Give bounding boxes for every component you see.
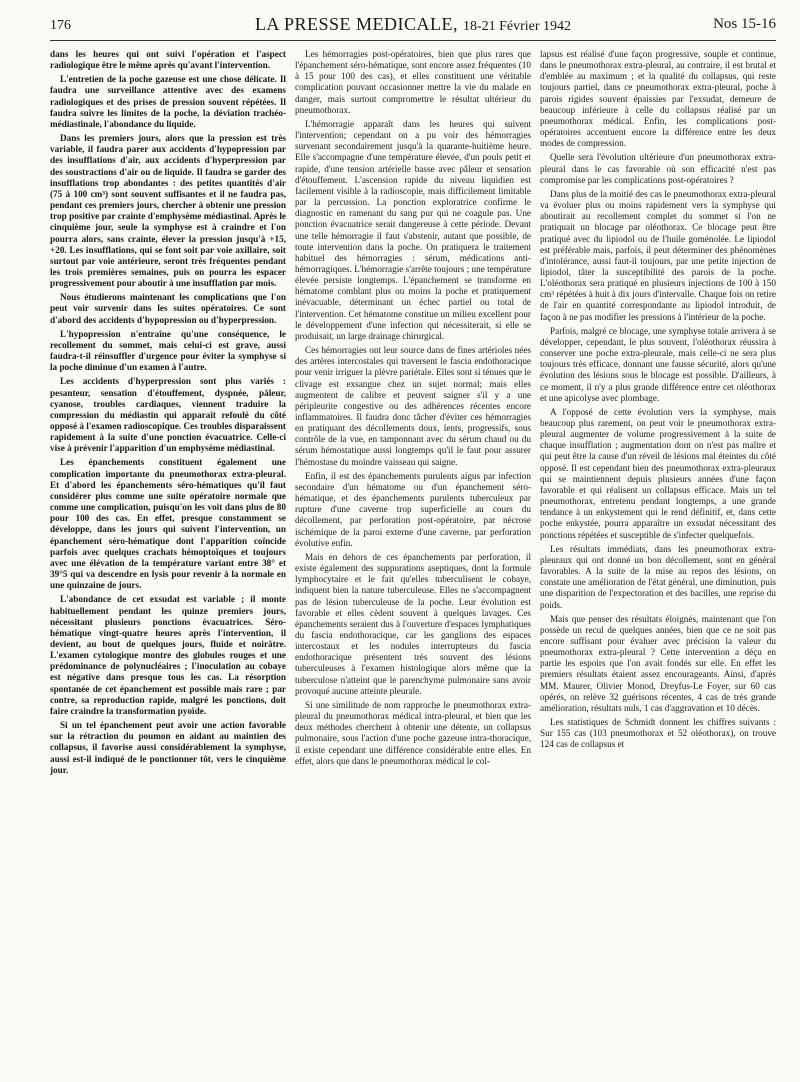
paragraph: Quelle sera l'évolution ultérieure d'un pneumothorax extra-pleural dans le cas favorable où son efficacité n'est pas compromise par les complications post-opératoires ? — [540, 152, 776, 185]
column-2 — [295, 49, 531, 779]
paragraph: A l'opposé de cette évolution vers la symphyse, mais beaucoup plus rarement, on peut voir le pneumothorax extra-pleural augmenter de volume progressivement à la suite de chaque insufflation ; augmentation dont on n'est pas maître et qui peut être la cause d'un réveil de lésions mal éteintes du côté opposé. Il est cependant bien des pneumothorax extra-pleuraux qui se maintiennent depuis plusieurs années d'une façon favorable et qui réalisent un collapsus efficace. Mais un tel pneumothorax, entretenu pendant longtemps, a une grande tendance à un enkystement qui le rend définitif, et, dans cette poche enkystée, pourra apparaître un exsudat nécessitant des ponctions répétées et susceptible de s'infecter quelquefois. — [540, 406, 776, 540]
column-1 — [50, 49, 286, 779]
paragraph: Mais en dehors de ces épanchements par perforation, il existe également des suppurations aseptiques, dont la formule lymphocytaire et le fait qu'elles tuberculisent le cobaye, indiquent bien la nature tuberculeuse. Elles ne s'accompagnent pas de lésion tuberculeuse de la poche. Leur évolution est favorable et elles cèdent souvent à quelques lavages. Ces épanchements seraient dus à l'ouverture d'espaces lymphatiques du fascia endothoracique, car les ganglions des espaces intercostaux et les nodules interrupteurs du fascia endothoracique présentent très souvent des lésions tuberculeuses à l'examen histologique alors même que la tuberculose n'atteint que le parenchyme pulmonaire sans avoir provoqué aucune atteinte pleurale. — [295, 551, 531, 696]
paragraph: Dans plus de la moitié des cas le pneumothorax extra-pleural va évoluer plus ou moins rapidement vers la symphyse qui aboutirait au recollement complet du sommet si l'on ne pratiquait un blocage par oléothorax. Ce blocage peut être pratiqué avec du lipiodol ou de l'huile goménolée. Le lipiodol est préférable mais, parfois, il peut déterminer des phénomènes d'intolérance, aussi faut-il toujours, par une petite injection de lipiodol, tâter la susceptibilité des parois de la poche. L'oléothorax sera pratiqué en plusieurs injections de 100 à 150 cm³ répétées à huit à dix jours d'intervalle. Chaque fois on retire de l'air en quantité correspondante au lipiodol introduit, de façon à ne pas modifier les pressions à l'intérieur de la poche. — [540, 188, 776, 322]
paragraph: Nous étudierons maintenant les complications que l'on peut voir survenir dans les suites opératoires. Ce sont d'abord des accidents d'hypopression ou d'hyperpression. — [50, 292, 286, 325]
paragraph: dans les heures qui ont suivi l'opération et l'aspect radiologique être le même après qu'avant l'intervention. — [50, 49, 286, 71]
paragraph: Enfin, il est des épanchements purulents aigus par infection secondaire d'un hématome ou d'un épanchement séro-hématique, et des épanchements purulents tuberculeux par rupture d'une caverne trop superficielle au cours du décollement, par perforation post-opératoire, par nécrose ischémique de la paroi externe d'une caverne, par perforation évolutive enfin. — [295, 470, 531, 548]
issue-date: 18-21 Février 1942 — [462, 19, 572, 34]
running-header — [50, 14, 776, 41]
journal-title-line — [50, 14, 776, 35]
paragraph: Si un tel épanchement peut avoir une action favorable sur la rétraction du poumon en aidant au maintien des collapsus, il favorise aussi considérablement la symphyse, aussi est-il indiqué de le ponctionner tôt, vers le cinquième jour. — [50, 720, 286, 775]
paragraph: Les hémorragies post-opératoires, bien que plus rares que l'épanchement séro-hématique, sont encore assez fréquentes (10 à 15 pour 100 des cas), et elles constituent une véritable complication pouvant occasionner mettre la vie du malade en danger, mais surtout compromettre le résultat ultérieur du pneumothorax. — [295, 49, 531, 115]
paragraph: L'entretien de la poche gazeuse est une chose délicate. Il faudra une surveillance attentive avec des examens radiologiques et des prises de pression souvent répétées. Il faudra suivre les limites de la poche, la déviation trachéo-médiastinale, l'abondance du liquide. — [50, 74, 286, 129]
paragraph: Parfois, malgré ce blocage, une symphyse totale arrivera à se développer, cependant, le plus souvent, l'oléothorax réussira à conserver une poche extra-pleurale, mais celle-ci ne sera plus toujours très efficace, donnant une fausse sécurité, alors qu'une évolution des lésions sous le blocage est possible. D'ailleurs, à ce moment, il n'y a plus grande différence entre cet oléothorax et une apicolyse avec plombage. — [540, 325, 776, 403]
paragraph: lapsus est réalisé d'une façon progressive, souple et continue, dans le pneumothorax extra-pleural, au contraire, il est brutal et d'emblée au maximum ; et la qualité du collapsus, qui reste toujours partiel, dans ce pneumothorax extra-pleural, poche à parois rigides souvent épaissies par l'exsudat, demeure de beaucoup inférieure à celle du collapsus réalisé par un pneumothorax médical. Enfin, les complications post-opératoires accentuent encore la différence entre les deux modes de compression. — [540, 49, 776, 149]
paragraph: Les accidents d'hyperpression sont plus variés : pesanteur, sensation d'étouffement, dyspnée, pâleur, cyanose, troubles cardiaques, viennent traduire la compression du médiastin qui apparaît refoulé du côté opposé à l'examen radioscopique. Ces troubles disparaissent rapidement à la suite d'une ponction évacuatrice. Celle-ci vise à prévenir l'apparition d'un emphysème médiastinal. — [50, 376, 286, 454]
paragraph: L'abondance de cet exsudat est variable ; il monte habituellement pendant les quinze premiers jours, nécessitant plusieurs ponctions évacuatrices. Séro-hématique vingt-quatre heures après l'intervention, il devient, au bout de quelques jours, fluide et noirâtre. L'examen cytologique montre des globules rouges et une prédominance de polynucléaires ; l'inoculation au cobaye est négative dans presque tous les cas. La résorption spontanée de cet épanchement est possible mais rare ; par contre, sa reproduction rapide, malgré les ponctions, doit faire craindre la transformation pyoïde. — [50, 594, 286, 716]
text-columns — [50, 49, 776, 779]
journal-name: LA PRESSE MEDICALE, — [254, 14, 458, 34]
page-number: 176 — [50, 18, 71, 33]
paragraph: L'hémorragie apparaît dans les heures qui suivent l'intervention; cependant on a pu voir des hémorragies survenant secondairement jusqu'à la quarante-huitième heure. Elle s'accompagne d'une température élevée, d'un pouls petit et rapide, d'une tension artérielle basse avec pâleur et sensation d'étouffement. L'ascension rapide du niveau liquidien est facilement visible à la radioscopie, mais difficilement limitable par la percussion. La ponction exploratrice confirme le diagnostic en ramenant du sang pur qui ne coagule pas. Une ponction évacuatrice serait dangereuse à cette période. Devant une telle hémorragie il faut s'abstenir, autant que possible, de toute intervention dans la poche. On pratiquera le traitement habituel des hémorragies : sérum, médications anti-hémorragiques. L'hémorragie s'arrête toujours ; une température élevée persiste longtemps. L'épanchement se transforme en hématome comblant plus ou moins la poche et pratiquement inévacuable, déterminant un échec partiel ou total de l'intervention. Cet hématome constitue un milieu excellent pour le développement d'une infection qui nécessiterait, si elle se produisait, un large drainage chirurgical. — [295, 118, 531, 341]
paragraph: Dans les premiers jours, alors que la pression est très variable, il faudra parer aux accidents d'hypopression par des insufflations d'air, aux accidents d'hyperpression par des soustractions d'air ou de liquide. Il faudra se garder des insufflations trop abondantes : des petites quantités d'air (75 à 100 cm³) sont souvent suffisantes et il ne faudra pas, pendant ces premiers jours, chercher à obtenir une pression trop positive par crainte d'emphysème médiastinal. Après le cinquième jour, seule la symphyse est à craindre et l'on pourra alors, sans crainte, élever la pression jusqu'à +15, +20. Les insufflations, qui se font soit par voie axillaire, soit surtout par voie antérieure, seront très fréquentes pendant les trois premières semaines, puis on pourra les espacer progressivement pour aboutir à une insufflation par mois. — [50, 133, 286, 289]
paragraph: L'hypopression n'entraîne qu'une conséquence, le recollement du sommet, mais celui-ci est grave, aussi faudra-t-il réinsuffler d'urgence pour éviter la symphyse si la poche diminue d'un examen à l'autre. — [50, 328, 286, 373]
paragraph: Les statistiques de Schmidt donnent les chiffres suivants : Sur 155 cas (103 pneumothorax et 52 oléothorax), on trouve 124 cas de collapsus et — [540, 717, 776, 750]
paragraph: Si une similitude de nom rapproche le pneumothorax extra-pleural du pneumothorax médical intra-pleural, et bien que les deux méthodes cherchent à obtenir une détente, un collapsus pulmonaire, sous l'action d'une poche gazeuse intra-thoracique, il existe cependant une différence considérable entre elles. En effet, alors que dans le pneumothorax médical le col- — [295, 699, 531, 766]
paragraph: Les résultats immédiats, dans les pneumothorax extra-pleuraux qui ont donné un bon décollement, sont en général favorables. A la suite de la mise au repos des lésions, on constate une amélioration de l'état général, une diminution, puis une disparition de l'expectoration et des bacilles, une reprise du poids. — [540, 543, 776, 610]
column-3 — [540, 49, 776, 779]
paragraph: Mais que penser des résultats éloignés, maintenant que l'on possède un recul de quelques années, bien que ce ne soit pas encore suffisant pour évaluer avec précision la valeur du pneumothorax extra-pleural ? Cette intervention a déçu en partie les espoirs que l'on avait fondés sur elle. En effet les premiers résultats étaient assez encourageants. Ainsi, d'après MM. Maurer, Olivier Monod, Dreyfus-Le Foyer, sur 60 cas opérés, on relève 32 guérisons récentes, 4 cas de très grande amélioration, résultats nuls, 1 cas d'aggravation et 10 décès. — [540, 613, 776, 713]
issue-number: Nos 15-16 — [713, 16, 776, 32]
paragraph: Les épanchements constituent également une complication importante du pneumothorax extra-pleural. Et d'abord les épanchements séro-hématiques qu'il faut considérer plus comme une suite opératoire normale que comme une complication, puisqu'on les voit dans plus de 80 pour 100 des cas. En effet, presque constamment se développe, dans les jours qui suivent l'intervention, un épanchement séro-hématique dont l'apparition coïncide parfois avec quelques crachats hémoptoïques et toujours avec une élévation de la température variant entre 38° et 39°5 qui va descendre en lysis pour revenir à la normale en une quinzaine de jours. — [50, 457, 286, 591]
paragraph: Ces hémorragies ont leur source dans de fines artérioles nées des artères intercostales qui traversent le fascia endothoracique pour venir irriguer la plèvre pariétale. Elles sont si ténues que le clivage est exsangue chez un sujet normal; mais elles augmentent de calibre et peuvent saigner s'il y a une péripleurite congestive ou des adhérences récentes encore inflammatoires. Il faudra donc tâcher d'éviter ces hémorragies en pratiquant des décollements doux, lents, progressifs, sous contrôle de la vue, en tamponnant avec du sérum chaud ou du sérum hémostatique aussi longtemps qu'il le faut pour assurer l'hémostase du moindre vaisseau qui saigne. — [295, 345, 531, 467]
